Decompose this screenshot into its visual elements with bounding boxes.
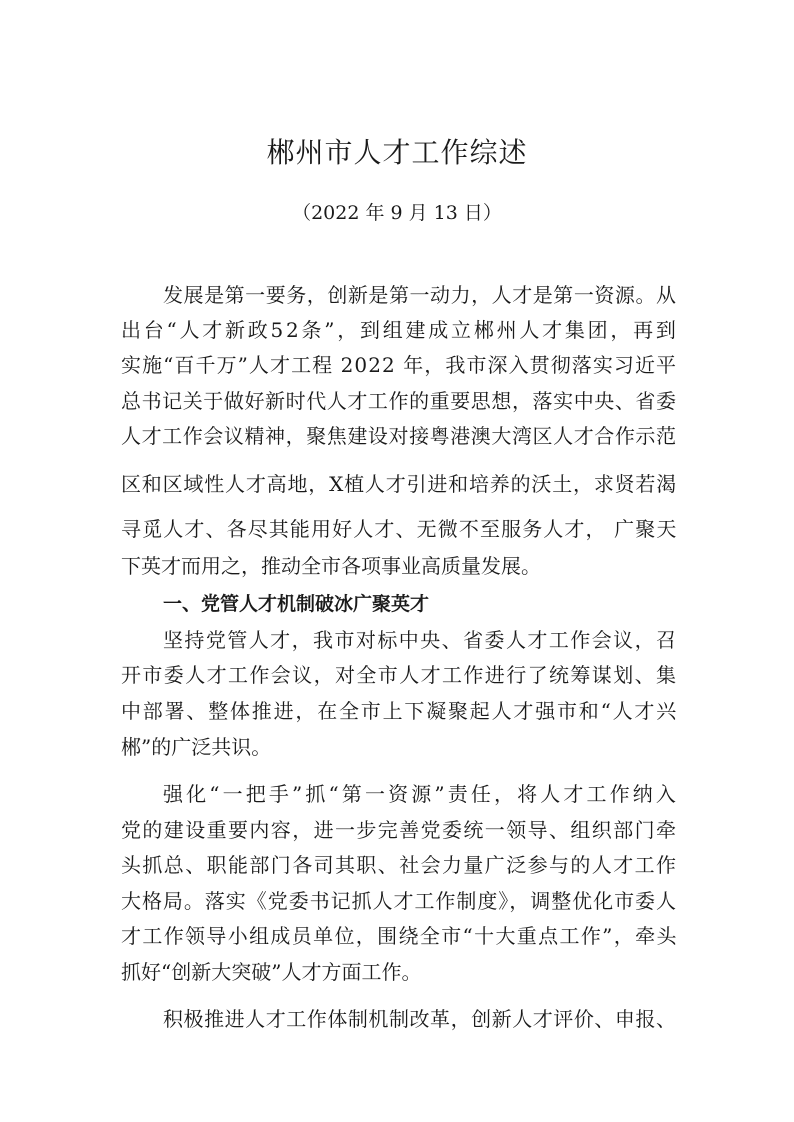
body-line: 强化“一把手”抓“第一资源”责任，将人才工作纳入 (163, 782, 680, 806)
body-line: 中部署、整体推进，在全市上下凝聚起人才强市和“人才兴 (121, 699, 679, 723)
body-line: 下英才而用之，推动全市各项事业高质量发展。 (121, 554, 541, 578)
body-line: 总书记关于做好新时代人才工作的重要思想，落实中央、省委 (121, 389, 677, 413)
document-title: 郴州市人才工作综述 (266, 136, 528, 169)
body-line: 人才工作会议精神，聚焦建设对接粤港澳大湾区人才合作示范 (121, 424, 677, 448)
document-date: （2022 年 9 月 13 日） (292, 202, 502, 224)
body-line: 积极推进人才工作体制机制改革，创新人才评价、申报、 (163, 1007, 677, 1031)
section-heading: 一、党管人才机制破冰广聚英才 (163, 593, 430, 615)
body-line: 郴”的广泛共识。 (121, 735, 272, 759)
body-line: 才工作领导小组成员单位，围绕全市“十大重点工作”，牵头 (121, 924, 678, 948)
body-line: 抓好“创新大突破”人才方面工作。 (121, 960, 422, 984)
body-line: 出台“人才新政52条”，到组建成立郴州人才集团，再到 (121, 318, 679, 342)
body-line: 头抓总、职能部门各司其职、社会力量广泛参与的人才工作 (121, 853, 678, 877)
body-line: 区和区域性人才高地，X植人才引进和培养的沃土，求贤若渴 (121, 472, 678, 496)
body-line: 党的建设重要内容，进一步完善党委统一领导、组织部门牵 (121, 818, 678, 842)
body-line: 寻觅人才、各尽其能用好人才、无微不至服务人才， 广聚天 (121, 517, 678, 541)
body-line: 开市委人才工作会议，对全市人才工作进行了统筹谋划、集 (121, 663, 678, 687)
body-line: 大格局。落实《党委书记抓人才工作制度》，调整优化市委人 (121, 889, 677, 913)
body-line: 发展是第一要务，创新是第一动力，人才是第一资源。从 (163, 283, 677, 307)
body-line: 坚持党管人才，我市对标中央、省委人才工作会议，召 (163, 628, 678, 652)
body-line: 实施“百千万”人才工程 2022 年，我市深入贯彻落实习近平 (121, 353, 678, 377)
